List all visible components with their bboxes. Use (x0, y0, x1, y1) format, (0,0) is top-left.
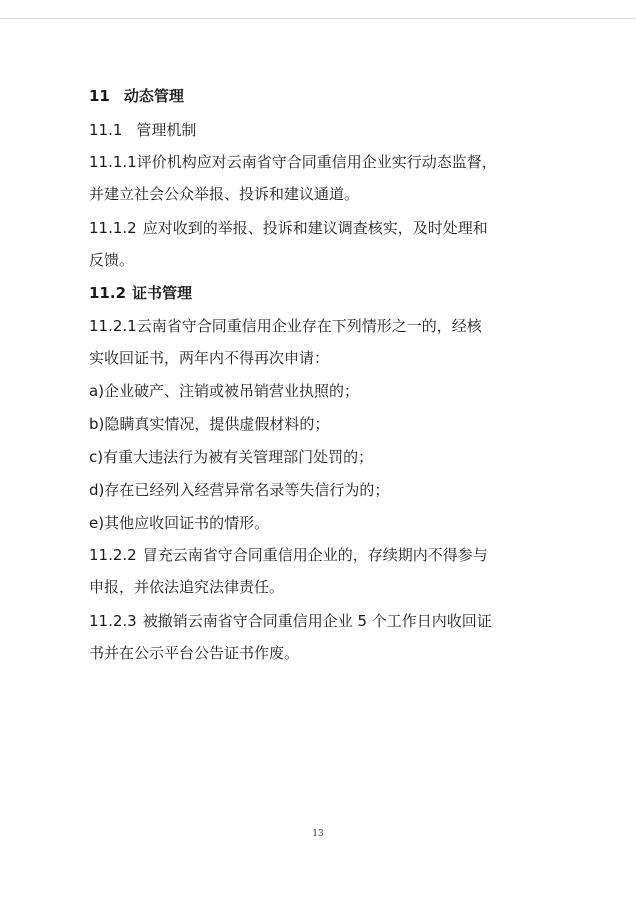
clause-11-2-3-line1 (89, 611, 492, 631)
clause-11-2-1-line1 (89, 316, 482, 336)
clause-11-2-3-line2: 书并在公示平台公告证书作废。 (89, 644, 300, 662)
clause-11-2-1-line2: 实收回证书，两年内不得再次申请： (89, 349, 330, 367)
section-title: 动态管理 (123, 87, 184, 105)
subsection-title: 证书管理 (132, 284, 193, 302)
clause-11-2-2-line2: 申报，并依法追究法律责任。 (89, 578, 285, 596)
list-item-c: c)有重大违法行为被有关管理部门处罚的； (89, 448, 374, 466)
page-top-edge (0, 18, 636, 19)
clause-text: 云南省守合同重信用企业存在下列情形之一的，经核 (136, 317, 482, 335)
section-heading-11 (89, 86, 184, 106)
clause-11-1-1-line1 (89, 152, 497, 172)
subsection-heading-11-2 (89, 283, 192, 303)
list-item-b: b)隐瞒真实情况，提供虚假材料的； (89, 415, 330, 433)
subsection-number: 11.2 (89, 284, 127, 302)
clause-text: 应对收到的举报、投诉和建议调查核实，及时处理和 (142, 219, 488, 237)
section-number: 11 (89, 87, 110, 105)
clause-number: 11.1.1 (89, 153, 137, 171)
clause-number: 11.2.3 (89, 612, 137, 630)
subsection-title: 管理机制 (136, 121, 197, 139)
clause-text: 被撤销云南省守合同重信用企业 5 个工作日内收回证 (142, 612, 492, 630)
clause-text: 冒充云南省守合同重信用企业的，存续期内不得参与 (142, 546, 488, 564)
clause-11-1-1-line2: 并建立社会公众举报、投诉和建议通道。 (89, 185, 360, 203)
clause-number: 11.2.2 (89, 546, 137, 564)
clause-11-2-2-line1 (89, 545, 488, 565)
clause-number: 11.1.2 (89, 219, 137, 237)
clause-11-1-2-line1 (89, 218, 488, 238)
clause-text: 评价机构应对云南省守合同重信用企业实行动态监督， (136, 153, 497, 171)
subsection-heading-11-1 (89, 120, 196, 140)
clause-11-1-2-line2: 反馈。 (89, 251, 135, 269)
list-item-a: a)企业破产、注销或被吊销营业执照的； (89, 382, 360, 400)
list-item-d: d)存在已经列入经营异常名录等失信行为的； (89, 481, 390, 499)
list-item-e: e)其他应收回证书的情形。 (89, 514, 270, 532)
subsection-number: 11.1 (89, 121, 123, 139)
page-number: 13 (312, 829, 324, 839)
clause-number: 11.2.1 (89, 317, 137, 335)
